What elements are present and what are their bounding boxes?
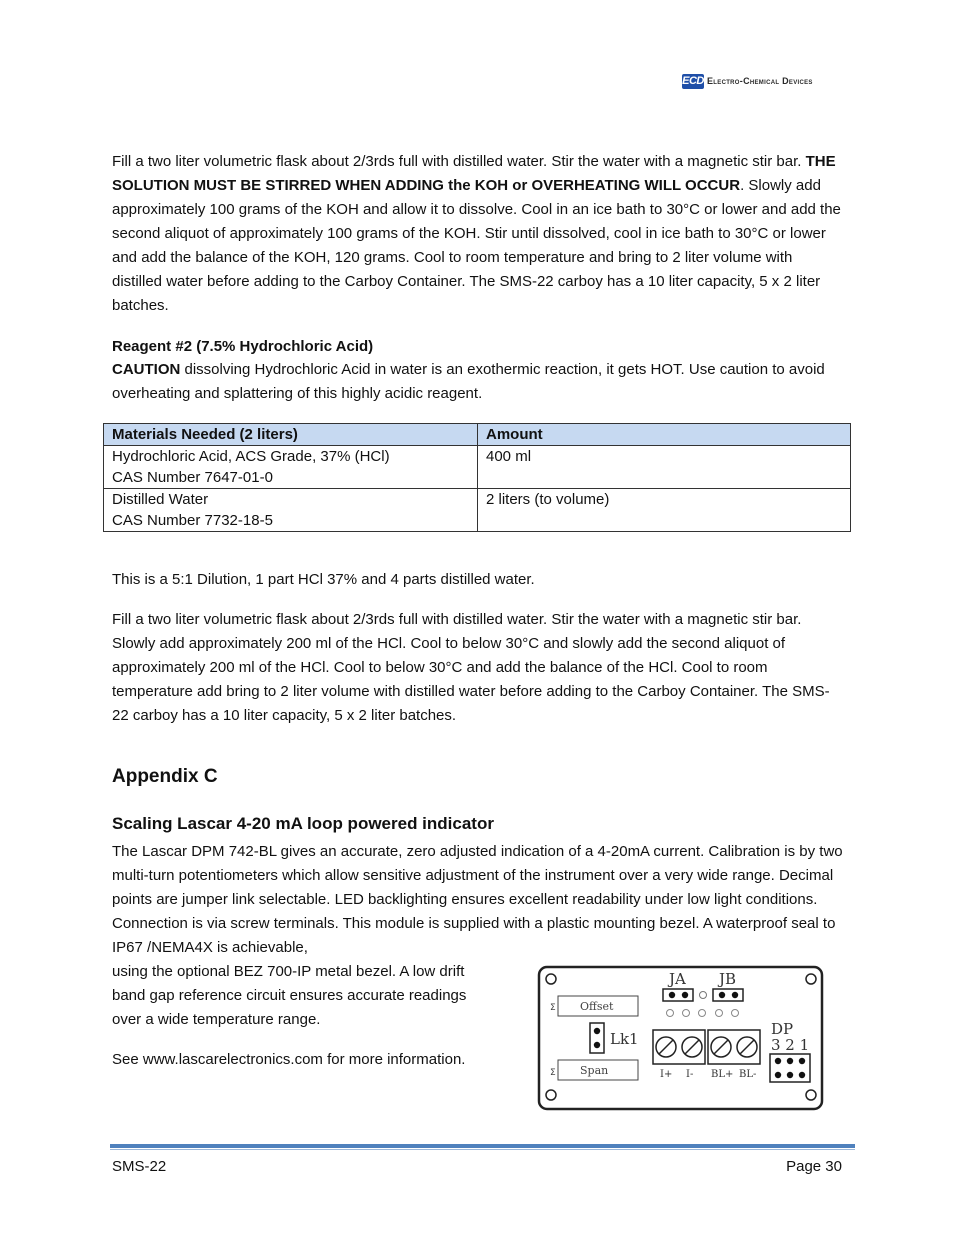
- terminal-block-input: [653, 1030, 705, 1064]
- table-header-materials: Materials Needed (2 liters): [104, 424, 478, 446]
- koh-text-2: . Slowly add approximately 100 grams of the KOH and allow it to dissolve. Cool in an ice bath to 30°C or lower and add the second aliquot of approximately 100 grams of the KOH. Stir until dissolved, cool in ice bath to 30°C or lower and add the balance of the KOH, 120 grams. Cool to room temperature and bring to 2 liter volume with distilled water before adding to the Carboy Container. The SMS-22 carboy has a 10 liter capacity, 5 x 2 liter batches.: [112, 177, 841, 314]
- terminal-label: BL+: [711, 1069, 734, 1080]
- material-name: Distilled Water: [112, 491, 209, 508]
- caution-text: dissolving Hydrochloric Acid in water is an exothermic reaction, it gets HOT. Use caution to avoid overheating and splattering of this highly acidic reagent.: [112, 361, 825, 402]
- lk1-label: Lk1: [610, 1030, 639, 1048]
- offset-label: Offset: [580, 1000, 614, 1013]
- lk1-jumper: [590, 1023, 604, 1053]
- appendix-title: Appendix C: [112, 766, 218, 787]
- material-cas: CAS Number 7647-01-0: [112, 469, 273, 486]
- table-row: [104, 489, 851, 532]
- table-cell-amount: 400 ml: [478, 446, 851, 489]
- terminal-label: I+: [660, 1069, 673, 1080]
- ecd-logo-mark: ECD: [682, 75, 704, 87]
- terminal-label: BL-: [739, 1069, 757, 1080]
- jumper-pin-icon: [594, 1028, 600, 1034]
- caution-label: CAUTION: [112, 361, 181, 378]
- table-row: [104, 446, 851, 489]
- table-header-amount: Amount: [478, 424, 851, 446]
- footer-rule: [110, 1144, 855, 1148]
- offset-pot-mark: Σ: [550, 1003, 556, 1013]
- dp-digits: 3 2 1: [771, 1036, 810, 1054]
- lascar-description: The Lascar DPM 742-BL gives an accurate, zero adjusted indication of a 4-20mA current. Calibration is by two multi-turn potentiometers which allow sensitive adjustment of the instrument over a very wide range. Decimal points are jumper link selectable. LED backlighting ensures excellent readability under low light conditions. Connection is via screw terminals. This module is supplied with a plastic mounting bezel. A waterproof seal to IP67 /NEMA4X is achievable,: [112, 843, 843, 956]
- ja-label: JA: [669, 970, 686, 988]
- span-pot-mark: Σ: [550, 1068, 556, 1078]
- footer-page-number: Page 30: [786, 1158, 842, 1175]
- footer-rule-thin: [110, 1149, 855, 1150]
- dp-label: DP: [771, 1020, 794, 1038]
- company-logo: [682, 72, 813, 90]
- lascar-description-cont: using the optional BEZ 700-IP metal bezel. A low drift band gap reference circuit ensures accurate readings over a wide temperature range.: [112, 963, 467, 1028]
- jb-label: JB: [719, 970, 737, 988]
- jumper-pin-icon: [669, 992, 675, 998]
- jumper-pin-icon: [594, 1042, 600, 1048]
- dilution-note: This is a 5:1 Dilution, 1 part HCl 37% and 4 parts distilled water.: [112, 571, 535, 588]
- ja-jumper: [663, 989, 693, 1001]
- more-info-text: See www.lascarelectronics.com for more information.: [112, 1051, 466, 1068]
- material-name: Hydrochloric Acid, ACS Grade, 37% (HCl): [112, 448, 390, 465]
- hcl-procedure-paragraph: Fill a two liter volumetric flask about 2/3rds full with distilled water. Stir the water with a magnetic stir bar. Slowly add approximately 200 ml of the HCl. Cool to below 30°C and slowly add the second aliquot of approximately 200 ml of the HCl. Cool to below 30°C and add the balance of the HCl. Cool to room temperature add bring to 2 liter volume with distilled water before adding to the Carboy Container. The SMS-22 carboy has a 10 liter capacity, 5 x 2 liter batches.: [112, 611, 830, 724]
- lascar-module-diagram: [536, 963, 826, 1113]
- jumper-pin-icon: [719, 992, 725, 998]
- table-header-row: [104, 424, 851, 446]
- material-cas: CAS Number 7732-18-5: [112, 512, 273, 529]
- span-label: Span: [580, 1064, 609, 1077]
- footer-document-id: SMS-22: [112, 1158, 167, 1175]
- jumper-pin-icon: [682, 992, 688, 998]
- jumper-pin-icon: [732, 992, 738, 998]
- reagent2-heading: Reagent #2 (7.5% Hydrochloric Acid): [112, 338, 374, 355]
- jb-jumper: [713, 989, 743, 1001]
- terminal-block-backlight: [708, 1030, 760, 1064]
- koh-text-1: Fill a two liter volumetric flask about 2/3rds full with distilled water. Stir the water with a magnetic stir bar.: [112, 153, 806, 170]
- table-cell-material: [104, 489, 478, 532]
- company-name: Electro-Chemical Devices: [707, 76, 813, 86]
- appendix-subtitle: Scaling Lascar 4-20 mA loop powered indicator: [112, 814, 494, 833]
- table-cell-material: [104, 446, 478, 489]
- koh-procedure-paragraph: [112, 150, 842, 318]
- caution-paragraph: [112, 358, 842, 406]
- koh-warning-bold: THE SOLUTION MUST BE STIRRED WHEN ADDING the KOH or OVERHEATING WILL OCCUR: [112, 153, 836, 194]
- table-cell-amount: 2 liters (to volume): [478, 489, 851, 532]
- terminal-label: I-: [686, 1069, 694, 1080]
- materials-table: [103, 423, 851, 532]
